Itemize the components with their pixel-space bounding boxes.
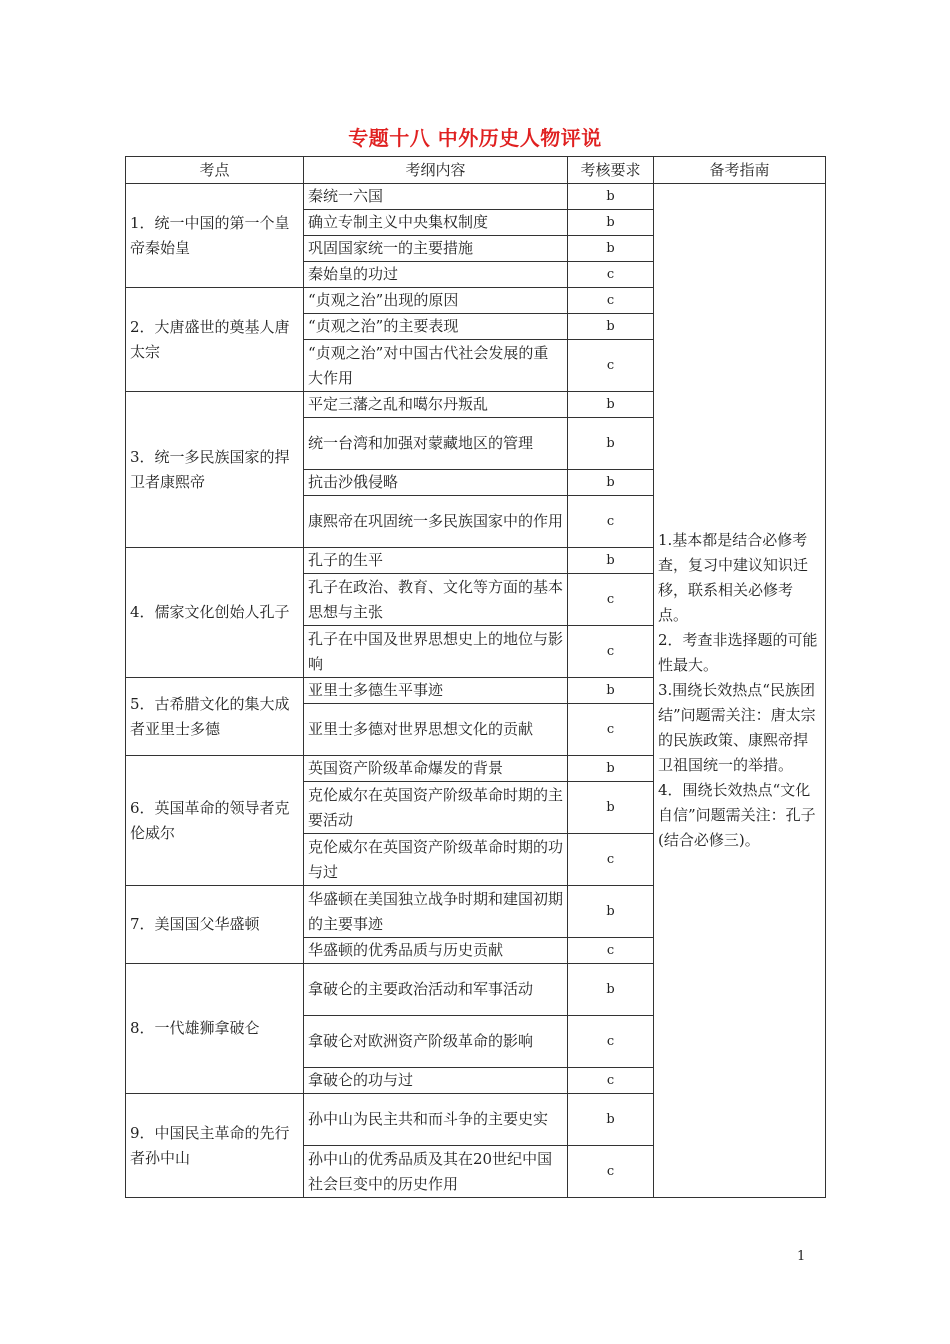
content-cell: 平定三藩之乱和噶尔丹叛乱 <box>304 392 568 418</box>
requirement-cell: c <box>568 574 654 626</box>
guide-paragraph: 1.基本都是结合必修考查，复习中建议知识迁移，联系相关必修考点。 <box>658 531 809 624</box>
topic-cell: 5．古希腊文化的集大成者亚里士多德 <box>126 678 304 756</box>
content-cell: 确立专制主义中央集权制度 <box>304 210 568 236</box>
guide-paragraph: 3.围绕长效热点“民族团结”问题需关注：唐太宗的民族政策、康熙帝捍卫祖国统一的举措。 <box>658 681 816 774</box>
requirement-cell: b <box>568 886 654 938</box>
requirement-cell: c <box>568 1146 654 1198</box>
header-content: 考纲内容 <box>304 157 568 184</box>
topic-cell: 7．美国国父华盛顿 <box>126 886 304 964</box>
requirement-cell: c <box>568 262 654 288</box>
requirement-cell: c <box>568 704 654 756</box>
topic-cell: 6．英国革命的领导者克伦威尔 <box>126 756 304 886</box>
header-topic: 考点 <box>126 157 304 184</box>
table-row <box>126 184 826 210</box>
content-cell: 统一台湾和加强对蒙藏地区的管理 <box>304 418 568 470</box>
requirement-cell: c <box>568 626 654 678</box>
topic-cell: 3．统一多民族国家的捍卫者康熙帝 <box>126 392 304 548</box>
content-cell: 孔子的生平 <box>304 548 568 574</box>
content-cell: 英国资产阶级革命爆发的背景 <box>304 756 568 782</box>
content-cell: 孔子在中国及世界思想史上的地位与影响 <box>304 626 568 678</box>
content-cell: “贞观之治”出现的原因 <box>304 288 568 314</box>
page-number: 1 <box>797 1249 806 1264</box>
guide-paragraph: 4．围绕长效热点“文化自信”问题需关注：孔子(结合必修三)。 <box>658 781 816 849</box>
content-cell: 拿破仑的功与过 <box>304 1068 568 1094</box>
requirement-cell: b <box>568 1094 654 1146</box>
content-cell: 秦统一六国 <box>304 184 568 210</box>
content-cell: “贞观之治”的主要表现 <box>304 314 568 340</box>
requirement-cell: b <box>568 782 654 834</box>
guide-paragraph: 2．考查非选择题的可能性最大。 <box>658 631 818 674</box>
content-cell: 孙中山为民主共和而斗争的主要史实 <box>304 1094 568 1146</box>
table-header-row <box>126 157 826 184</box>
topic-cell: 8．一代雄狮拿破仑 <box>126 964 304 1094</box>
topic-cell: 9．中国民主革命的先行者孙中山 <box>126 1094 304 1198</box>
topic-cell: 4．儒家文化创始人孔子 <box>126 548 304 678</box>
content-cell: 拿破仑的主要政治活动和军事活动 <box>304 964 568 1016</box>
topic-cell: 2．大唐盛世的奠基人唐太宗 <box>126 288 304 392</box>
requirement-cell: c <box>568 938 654 964</box>
content-cell: 华盛顿的优秀品质与历史贡献 <box>304 938 568 964</box>
requirement-cell: b <box>568 418 654 470</box>
content-cell: 华盛顿在美国独立战争时期和建国初期的主要事迹 <box>304 886 568 938</box>
requirement-cell: b <box>568 964 654 1016</box>
content-cell: 克伦威尔在英国资产阶级革命时期的主要活动 <box>304 782 568 834</box>
exam-outline-table <box>125 156 826 1198</box>
header-guide: 备考指南 <box>654 157 826 184</box>
header-requirement: 考核要求 <box>568 157 654 184</box>
content-cell: 孙中山的优秀品质及其在20世纪中国社会巨变中的历史作用 <box>304 1146 568 1198</box>
requirement-cell: c <box>568 340 654 392</box>
requirement-cell: b <box>568 756 654 782</box>
content-cell: 秦始皇的功过 <box>304 262 568 288</box>
content-cell: 康熙帝在巩固统一多民族国家中的作用 <box>304 496 568 548</box>
content-cell: 抗击沙俄侵略 <box>304 470 568 496</box>
requirement-cell: b <box>568 184 654 210</box>
requirement-cell: b <box>568 314 654 340</box>
content-cell: 巩固国家统一的主要措施 <box>304 236 568 262</box>
content-cell: 亚里士多德生平事迹 <box>304 678 568 704</box>
requirement-cell: c <box>568 288 654 314</box>
requirement-cell: b <box>568 548 654 574</box>
requirement-cell: b <box>568 392 654 418</box>
guide-cell <box>654 184 826 1198</box>
content-cell: 亚里士多德对世界思想文化的贡献 <box>304 704 568 756</box>
requirement-cell: c <box>568 1068 654 1094</box>
page-title: 专题十八 中外历史人物评说 <box>348 126 602 150</box>
requirement-cell: b <box>568 210 654 236</box>
content-cell: 克伦威尔在英国资产阶级革命时期的功与过 <box>304 834 568 886</box>
requirement-cell: b <box>568 236 654 262</box>
requirement-cell: c <box>568 1016 654 1068</box>
requirement-cell: c <box>568 834 654 886</box>
requirement-cell: b <box>568 470 654 496</box>
topic-cell: 1．统一中国的第一个皇帝秦始皇 <box>126 184 304 288</box>
requirement-cell: c <box>568 496 654 548</box>
content-cell: “贞观之治”对中国古代社会发展的重大作用 <box>304 340 568 392</box>
requirement-cell: b <box>568 678 654 704</box>
content-cell: 孔子在政治、教育、文化等方面的基本思想与主张 <box>304 574 568 626</box>
content-cell: 拿破仑对欧洲资产阶级革命的影响 <box>304 1016 568 1068</box>
